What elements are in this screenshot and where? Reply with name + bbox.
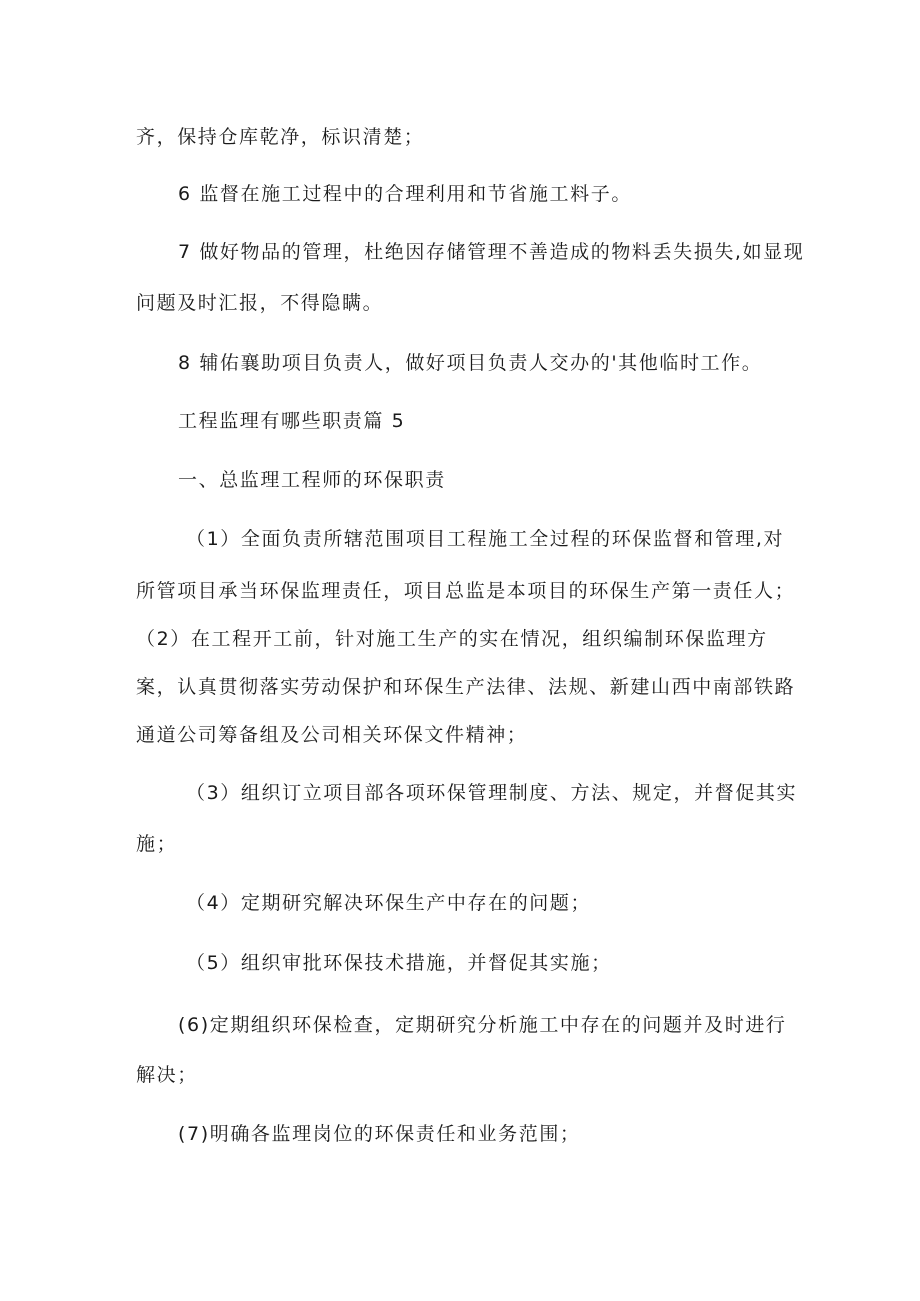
text-line: (7)明确各监理岗位的环保责任和业务范围； (178, 1123, 581, 1145)
text-line: 7 做好物品的管理，杜绝因存储管理不善造成的物料丢失损失,如显现 (178, 241, 805, 263)
text-line: （1）全面负责所辖范围项目工程施工全过程的环保监督和管理,对 (186, 528, 785, 550)
text-line: 8 辅佑襄助项目负责人，做好项目负责人交办的'其他临时工作。 (178, 352, 763, 374)
text-line: 6 监督在施工过程中的合理利用和节省施工料子。 (178, 183, 632, 205)
text-line: (6)定期组织环保检查，定期研究分析施工中存在的问题并及时进行 (178, 1014, 787, 1036)
subsection-heading: 一、总监理工程师的环保职责 (178, 469, 446, 491)
text-line: 齐，保持仓库乾净，标识清楚； (136, 126, 425, 148)
text-line: （5）组织审批环保技术措施，并督促其实施； (186, 952, 612, 974)
text-line: （4）定期研究解决环保生产中存在的问题； (186, 892, 592, 914)
section-heading: 工程监理有哪些职责篇 5 (178, 410, 406, 432)
text-line: 所管项目承当环保监理责任，项目总监是本项目的环保生产第一责任人； (136, 580, 796, 602)
text-line: 案，认真贯彻落实劳动保护和环保生产法律、法规、新建山西中南部铁路 (136, 676, 796, 698)
text-line: （2）在工程开工前，针对施工生产的实在情况，组织编制环保监理方 (136, 628, 768, 650)
text-line: 解决； (136, 1064, 198, 1086)
text-line: 通道公司筹备组及公司相关环保文件精神； (136, 724, 528, 746)
text-line: 问题及时汇报，不得隐瞒。 (136, 292, 384, 314)
text-line: （3）组织订立项目部各项环保管理制度、方法、规定，并督促其实 (186, 782, 798, 804)
text-line: 施； (136, 833, 178, 855)
